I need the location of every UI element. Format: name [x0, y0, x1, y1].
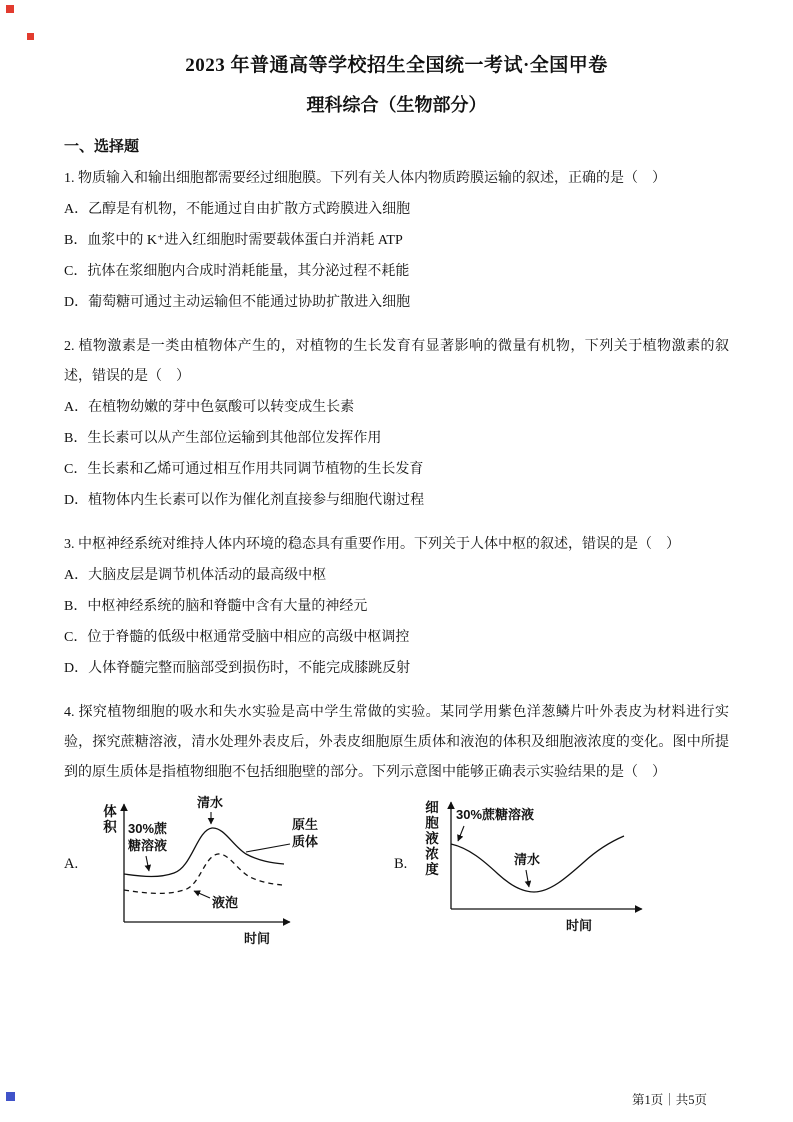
figure-a-x-axis-label: 时间 — [244, 931, 271, 946]
figure-b-plot — [414, 794, 664, 964]
question-3-option-d: D．人体脊髓完整而脑部受到损伤时，不能完成膝跳反射 — [64, 661, 411, 676]
figure-b-water-arrow — [526, 870, 529, 887]
question-4-stem: 4. 探究植物细胞的吸水和失水实验是高中学生常做的实验。某同学用紫色洋葱鳞片叶外表皮为材料进行实验，探究蔗糖溶液，清水处理外表皮后，外表皮细胞原生质体和液泡的体积及细胞液浓度的变化。图中所提到的原生质体是指植物细胞不包括细胞壁的部分。下列示意图中能够正确表示实验结果的是（ ） — [64, 705, 729, 780]
question-3-option-b: B．中枢神经系统的脑和脊髓中含有大量的神经元 — [64, 599, 368, 614]
figure-a-water-label: 清水 — [197, 795, 224, 810]
figure-a-letter: A. — [64, 856, 79, 872]
question-2-stem: 2. 植物激素是一类由植物体产生的，对植物的生长发育有显著影响的微量有机物，下列关于植物激素的叙述，错误的是（ ） — [64, 339, 729, 384]
question-2 — [64, 332, 729, 516]
question-3-stem: 3. 中枢神经系统对维持人体内环境的稳态具有重要作用。下列关于人体中枢的叙述，错误的是（ ） — [64, 537, 680, 552]
figure-b — [414, 794, 664, 966]
figure-a-vacuole-arrow — [194, 891, 210, 898]
figure-b-x-axis-label: 时间 — [566, 918, 593, 933]
figure-b-water-label: 清水 — [514, 852, 541, 867]
question-2-option-c: C．生长素和乙烯可通过相互作用共同调节植物的生长发育 — [64, 462, 424, 477]
question-1-option-c: C．抗体在浆细胞内合成时消耗能量，其分泌过程不耗能 — [64, 264, 410, 279]
page-footer: 第1页｜共5页 — [631, 1093, 707, 1107]
figure-a-protoplast-label: 原生质体 — [292, 817, 319, 849]
figure-b-sucrose-arrow — [458, 826, 464, 841]
doc-title: 2023 年普通高等学校招生全国统一考试·全国甲卷 — [185, 55, 608, 76]
question-4-figures — [64, 794, 729, 976]
figure-a-sucrose-arrow — [146, 856, 149, 871]
watermark-square-red-second — [27, 33, 34, 40]
figure-b-letter: B. — [394, 856, 408, 872]
question-2-option-a: A．在植物幼嫩的芽中色氨酸可以转变成生长素 — [64, 400, 355, 415]
question-1 — [64, 164, 729, 318]
figure-a-protoplast-pointer — [246, 844, 290, 852]
question-4 — [64, 698, 729, 788]
question-1-option-d: D．葡萄糖可通过主动运输但不能通过协助扩散进入细胞 — [64, 295, 411, 310]
figure-b-y-axis-label: 细胞液浓度 — [423, 800, 438, 878]
question-3 — [64, 530, 729, 684]
figure-a-vacuole-label: 液泡 — [212, 895, 239, 910]
watermark-square-red-top — [6, 5, 14, 13]
doc-subtitle: 理科综合（生物部分） — [306, 95, 487, 115]
section-heading: 一、选择题 — [64, 139, 140, 155]
question-2-option-b: B．生长素可以从产生部位运输到其他部位发挥作用 — [64, 431, 382, 446]
question-3-option-c: C．位于脊髓的低级中枢通常受脑中相应的高级中枢调控 — [64, 630, 410, 645]
question-2-option-d: D．植物体内生长素可以作为催化剂直接参与细胞代谢过程 — [64, 493, 425, 508]
question-3-option-a: A．大脑皮层是调节机体活动的最高级中枢 — [64, 568, 327, 583]
watermark-square-blue-bottom — [6, 1092, 15, 1101]
question-1-option-b: B．血浆中的 K⁺进入红细胞时需要载体蛋白并消耗 ATP — [64, 233, 403, 248]
figure-a — [94, 794, 344, 966]
figure-b-sucrose-label: 30%蔗糖溶液 — [456, 807, 535, 822]
question-1-option-a: A．乙醇是有机物，不能通过自由扩散方式跨膜进入细胞 — [64, 202, 411, 217]
question-1-stem: 1. 物质输入和输出细胞都需要经过细胞膜。下列有关人体内物质跨膜运输的叙述，正确的是（ ） — [64, 171, 666, 186]
figure-a-y-axis-label: 体积 — [101, 804, 116, 835]
figure-a-vacuole-curve — [124, 854, 282, 893]
figure-a-sucrose-label: 30%蔗糖溶液 — [128, 821, 168, 853]
